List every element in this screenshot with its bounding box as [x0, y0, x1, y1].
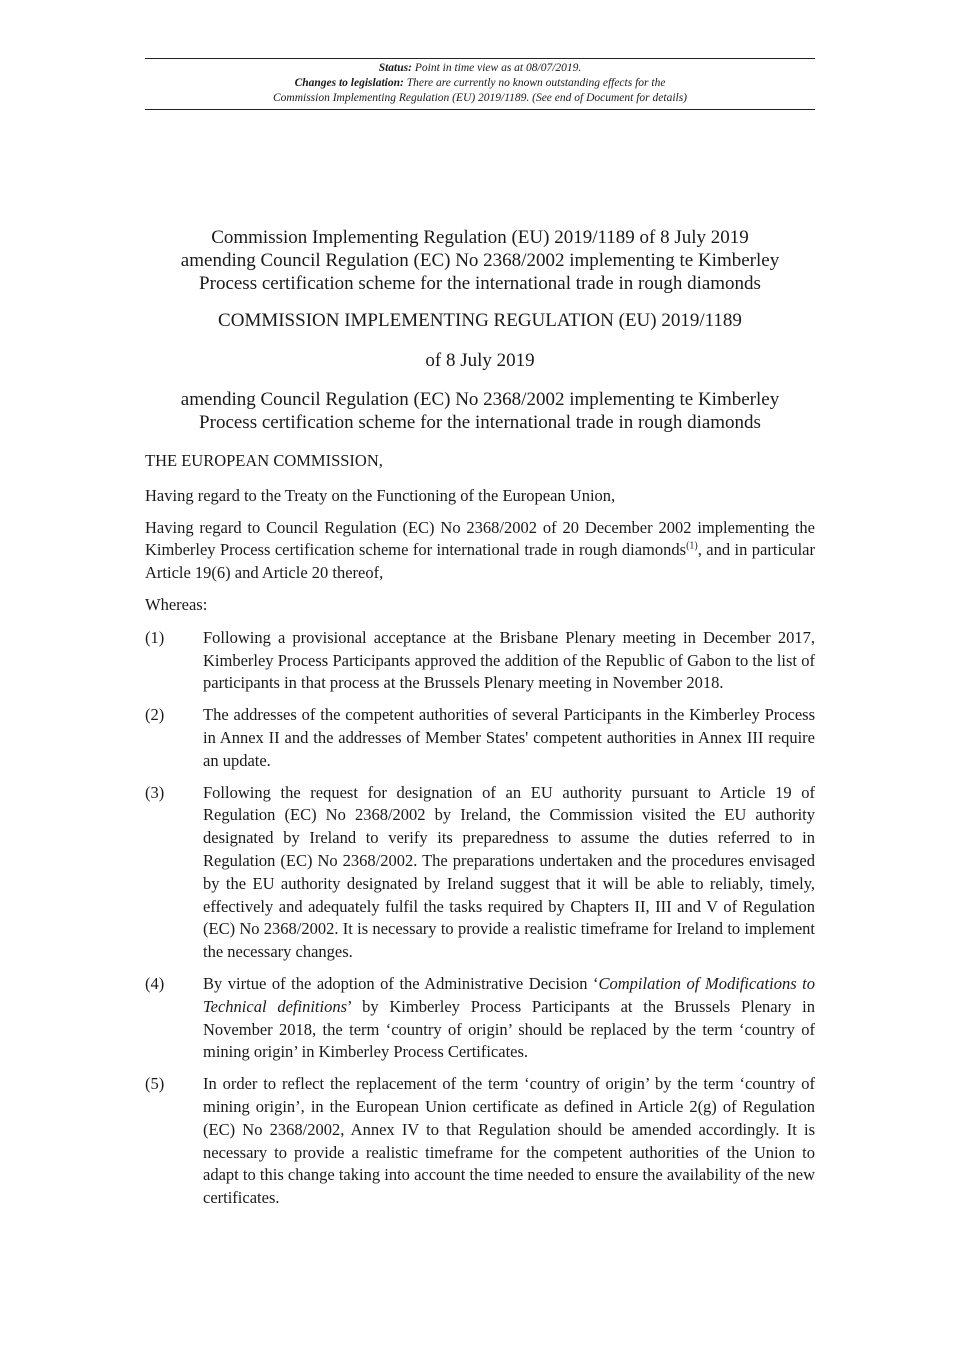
changes-line [145, 76, 815, 91]
footnote-ref-1[interactable]: (1) [686, 540, 698, 552]
recital-text-a: By virtue of the adoption of the Administrative Decision ‘ [203, 973, 599, 993]
recital-text: Following a provisional acceptance at the Brisbane Plenary meeting in December 2017, Kimberley Process Participants approved the addition of the Republic of Gabon to the list of participants in that process at the Brussels Plenary meeting in November 2018. [203, 627, 815, 693]
title-section [145, 226, 815, 434]
citation-regulation [145, 517, 815, 585]
decision-title: Compilation of Modifications to Technical definitions [203, 973, 815, 1016]
regulation-subject [145, 388, 815, 434]
title-line-3: Process certification scheme for the international trade in rough diamonds [199, 273, 761, 294]
regulation-date: of 8 July 2019 [425, 350, 535, 371]
citation-treaty: Having regard to the Treaty on the Functioning of the European Union, [145, 485, 616, 505]
document-body [145, 450, 815, 1219]
recital-item [145, 627, 815, 695]
changes-label: Changes to legislation: [294, 77, 404, 89]
recital-number: (1) [145, 627, 165, 647]
recital-text: In order to reflect the replacement of the term ‘country of origin’ by the term ‘country of mining origin’, in the European Union certificate as defined in Article 2(g) of Regulation (EC) No 2368/2002, Annex IV to that Regulation should be amended accordingly. It is necessary to provide a realistic timeframe for the competent authorities of the Union to adapt to this change taking into account the time needed to ensure the availability of the new certificates. [203, 1074, 815, 1208]
citation-text-a: Having regard to Council Regulation (EC) No 2368/2002 of 20 December 2002 implementing the Kimberley Process certification scheme for international trade in rough diamonds [145, 517, 815, 560]
subject-line-1: amending Council Regulation (EC) No 2368/2002 implementing te Kimberley [180, 389, 780, 410]
document-title [145, 226, 815, 295]
recital-number: (2) [145, 705, 165, 725]
recital-item [145, 973, 815, 1064]
recital-number: (3) [145, 782, 165, 802]
recital-text: The addresses of the competent authorities of several Participants in the Kimberley Process in Annex II and the addresses of Member States' competent authorities in Annex III require an update. [203, 705, 815, 770]
changes-text: There are currently no known outstanding effects for the [406, 77, 666, 89]
regulation-heading: COMMISSION IMPLEMENTING REGULATION (EU) 2019/1189 [218, 310, 742, 331]
status-line [145, 61, 815, 76]
recital-number: (4) [145, 973, 165, 993]
status-label: Status: [378, 62, 412, 74]
title-line-1: Commission Implementing Regulation (EU) 2019/1189 of 8 July 2019 [211, 227, 749, 248]
subject-line-2: Process certification scheme for the international trade in rough diamonds [199, 412, 761, 433]
recital-item [145, 1073, 815, 1210]
status-header [145, 58, 815, 110]
recital-text: Following the request for designation of an EU authority pursuant to Article 19 of Regulation (EC) No 2368/2002 by Ireland, the Commission visited the EU authority designated by Ireland to verify its preparedness to assume the duties referred to in Regulation (EC) No 2368/2002. The preparations undertaken and the procedures envisaged by the EU authority designated by Ireland suggest that it will be able to reliably, timely, effectively and adequately fulfil the tasks required by Chapters II, III and V of Regulation (EC) No 2368/2002. It is necessary to provide a realistic timeframe for Ireland to implement the necessary changes. [203, 782, 815, 962]
recital-item [145, 782, 815, 964]
recital-text [203, 973, 815, 1064]
changes-line-2: Commission Implementing Regulation (EU) 2019/1189. (See end of Document for details) [272, 92, 688, 104]
recital-text-b: ’ by Kimberley Process Participants at the Brussels Plenary in November 2018, the term ‘country of origin’ should be replaced by the term ‘country of mining origin’ in Kimberley Process Certificates. [203, 996, 815, 1062]
status-text: Point in time view as at 08/07/2019. [414, 62, 582, 74]
commission-heading: THE EUROPEAN COMMISSION, [145, 451, 383, 470]
recital-item [145, 704, 815, 772]
citation-text-b: , and in particular Article 19(6) and Article 20 thereof, [145, 540, 815, 583]
recital-number: (5) [145, 1074, 165, 1094]
whereas-heading: Whereas: [145, 594, 208, 614]
title-line-2: amending Council Regulation (EC) No 2368/2002 implementing te Kimberley [180, 250, 780, 271]
